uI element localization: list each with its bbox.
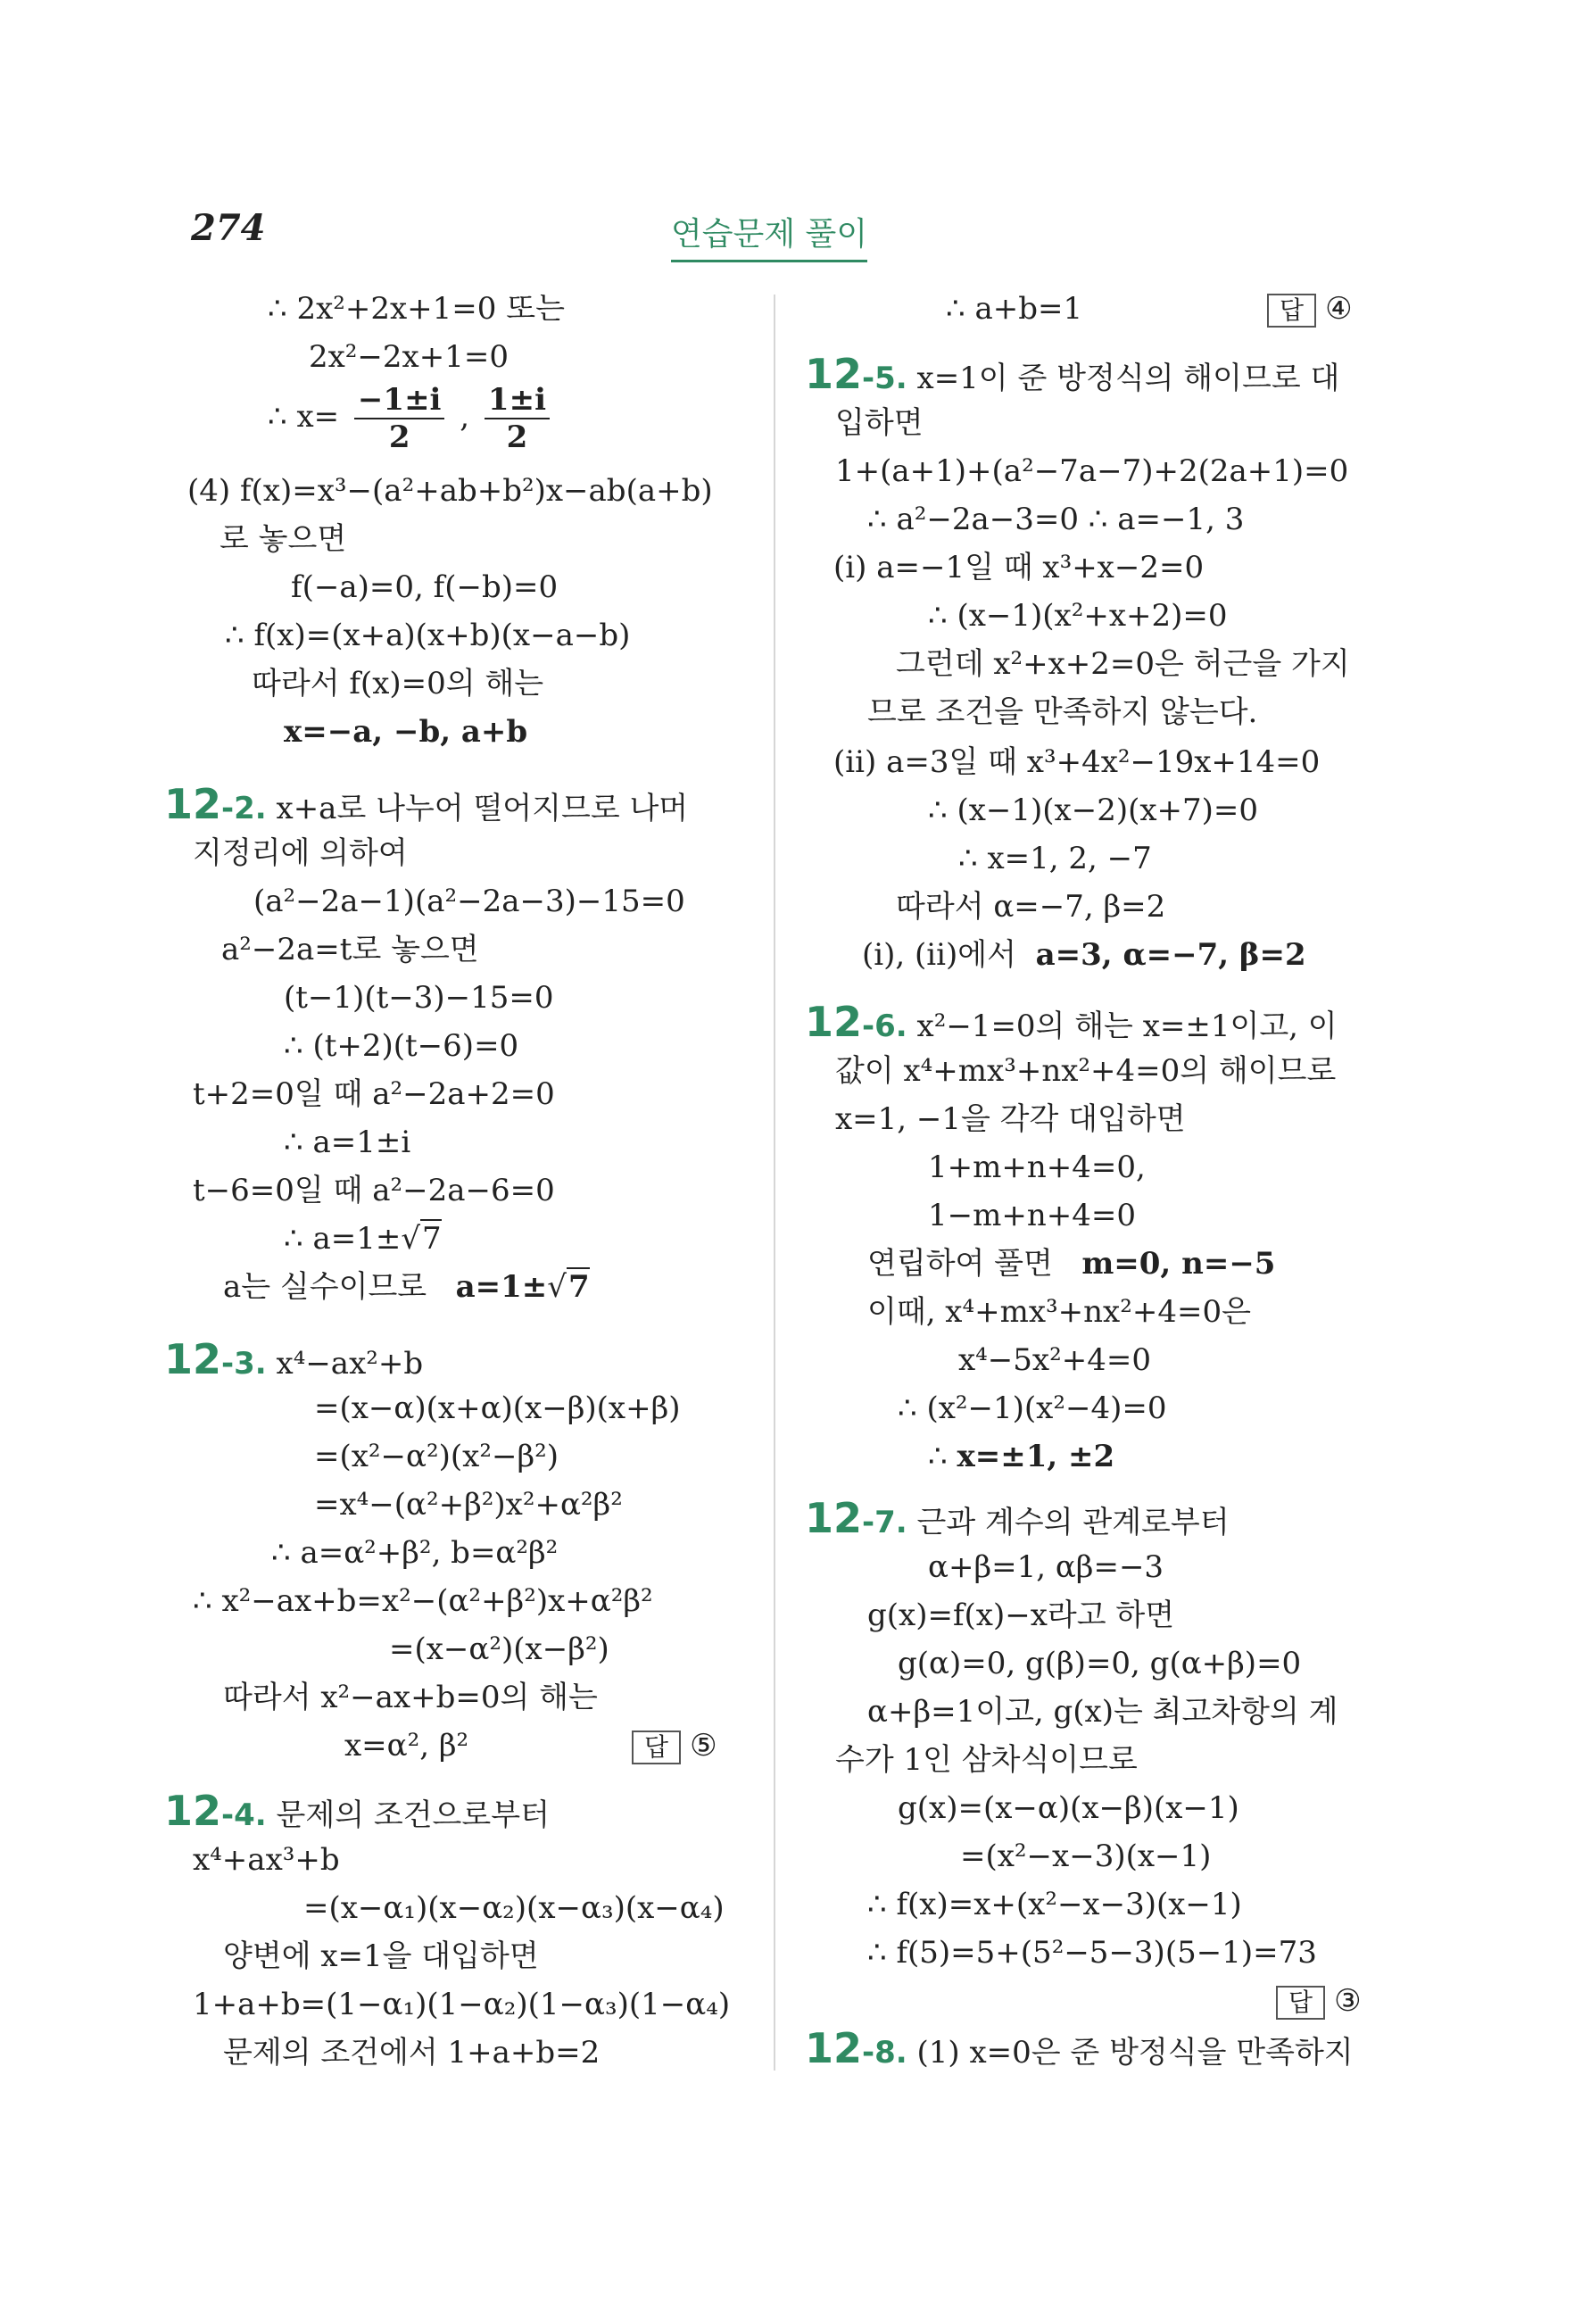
page-title: 연습문제 풀이 — [671, 209, 867, 262]
problem-subnumber: -2. — [221, 791, 267, 826]
problem-text: 문제의 조건으로부터 — [276, 1797, 550, 1833]
eq-result: m=0, n=−5 — [1081, 1246, 1276, 1282]
problem-12-6-heading — [805, 998, 1338, 1047]
numerator: −1±i — [354, 382, 445, 419]
eq-line: g(x)=(x−α)(x−β)(x−1) — [898, 1790, 1239, 1826]
problem-number: 12 — [805, 1494, 863, 1542]
eq-line: 입하면 — [835, 405, 924, 441]
problem-subnumber: -7. — [862, 1505, 907, 1540]
eq-line: 따라서 α=−7, β=2 — [896, 889, 1166, 925]
eq-line: ∴ f(x)=(x+a)(x+b)(x−a−b) — [225, 618, 631, 653]
problem-subnumber: -6. — [862, 1008, 907, 1044]
eq-line — [928, 1439, 1114, 1474]
problem-12-4-heading — [164, 1787, 550, 1836]
eq-line: ∴ a²−2a−3=0 ∴ a=−1, 3 — [867, 502, 1245, 537]
denominator: 2 — [388, 419, 410, 455]
eq-line: =(x−α)(x+α)(x−β)(x+β) — [314, 1390, 681, 1426]
eq-line: 그런데 x²+x+2=0은 허근을 가지 — [896, 646, 1350, 682]
eq-line: ∴ 2x²+2x+1=0 또는 — [268, 291, 565, 327]
eq-line: 문제의 조건에서 1+a+b=2 — [223, 2035, 601, 2071]
eq-line: 따라서 f(x)=0의 해는 — [252, 666, 544, 701]
eq-line: (4) f(x)=x³−(a²+ab+b²)x−ab(a+b) — [187, 473, 713, 509]
eq-line: (i) a=−1일 때 x³+x−2=0 — [833, 550, 1205, 585]
eq-line: a²−2a=t로 놓으면 — [221, 932, 479, 967]
problem-subnumber: -3. — [221, 1346, 267, 1382]
eq-line: 1−m+n+4=0 — [928, 1198, 1136, 1233]
eq-line: ∴ (t+2)(t−6)=0 — [284, 1028, 519, 1064]
answer-box — [632, 1728, 717, 1764]
eq-line: 로 놓으면 — [220, 521, 347, 557]
problem-number: 12 — [164, 1335, 222, 1383]
eq-line: ∴ a=α²+β², b=α²β² — [271, 1535, 559, 1571]
eq-prefix: a는 실수이므로 — [223, 1269, 427, 1305]
problem-12-5-heading — [805, 350, 1340, 399]
eq-line: g(x)=f(x)−x라고 하면 — [867, 1598, 1175, 1633]
eq-line: g(α)=0, g(β)=0, g(α+β)=0 — [898, 1646, 1302, 1681]
eq-line: (a²−2a−1)(a²−2a−3)−15=0 — [253, 884, 685, 919]
eq-result: x=±1, ±2 — [957, 1439, 1115, 1474]
answer-label: 답 — [1267, 294, 1316, 328]
eq-line: 지정리에 의하여 — [193, 835, 408, 871]
eq-line: x⁴−5x²+4=0 — [958, 1342, 1151, 1378]
answer-box — [1276, 1983, 1362, 2020]
eq-prefix: 연립하여 풀면 — [867, 1246, 1053, 1282]
eq-line: f(−a)=0, f(−b)=0 — [291, 569, 559, 605]
fraction — [485, 382, 550, 455]
eq-line: ∴ a=1±√7 — [284, 1221, 442, 1257]
eq-line: =x⁴−(α²+β²)x²+α²β² — [314, 1487, 623, 1523]
eq-line: α+β=1, αβ=−3 — [928, 1549, 1164, 1585]
eq-line: ∴ f(x)=x+(x²−x−3)(x−1) — [867, 1887, 1242, 1922]
problem-text: x+a로 나누어 떨어지므로 나머 — [276, 791, 689, 826]
eq-line: (ii) a=3일 때 x³+4x²−19x+14=0 — [833, 744, 1321, 780]
answer-value: ④ — [1325, 291, 1353, 327]
column-divider — [774, 295, 775, 2071]
separator: , — [460, 399, 470, 435]
eq-line: 따라서 x²−ax+b=0의 해는 — [223, 1680, 598, 1715]
eq-prefix: ∴ a=1± — [284, 1221, 402, 1257]
eq-prefix: (i), (ii)에서 — [862, 937, 1016, 973]
problem-subnumber: -4. — [221, 1797, 267, 1833]
eq-line: t+2=0일 때 a²−2a+2=0 — [193, 1076, 555, 1112]
eq-line: 2x²−2x+1=0 — [309, 339, 509, 375]
eq-line: =(x²−x−3)(x−1) — [960, 1838, 1212, 1874]
eq-prefix: ∴ — [928, 1439, 948, 1474]
eq-line: 이때, x⁴+mx³+nx²+4=0은 — [867, 1294, 1251, 1330]
numerator: 1±i — [485, 382, 550, 419]
eq-line: ∴ f(5)=5+(5²−5−3)(5−1)=73 — [867, 1935, 1317, 1971]
problem-text: x⁴−ax²+b — [276, 1346, 424, 1382]
problem-number: 12 — [805, 998, 863, 1046]
eq-result: a=3, α=−7, β=2 — [1035, 937, 1306, 973]
eq-line — [862, 937, 1306, 973]
problem-subnumber: -5. — [862, 361, 907, 396]
eq-line: 므로 조건을 만족하지 않는다. — [867, 694, 1258, 730]
page-number: 274 — [191, 207, 266, 249]
eq-line: 1+m+n+4=0, — [928, 1150, 1146, 1185]
eq-line: =(x−α₁)(x−α₂)(x−α₃)(x−α₄) — [303, 1890, 725, 1926]
eq-line: t−6=0일 때 a²−2a−6=0 — [193, 1173, 555, 1208]
eq-line: x⁴+ax³+b — [193, 1842, 340, 1878]
eq-result: a=1± — [455, 1269, 548, 1305]
eq-line: ∴ (x²−1)(x²−4)=0 — [898, 1390, 1167, 1426]
problem-text: x²−1=0의 해는 x=±1이고, 이 — [916, 1008, 1338, 1044]
answer-value: ③ — [1334, 1983, 1362, 2019]
eq-line: a는 실수이므로 a=1±√7 — [223, 1269, 590, 1305]
eq-line: =(x²−α²)(x²−β²) — [314, 1439, 559, 1474]
problem-subnumber: -8. — [862, 2035, 907, 2071]
eq-line: ∴ (x−1)(x²+x+2)=0 — [928, 598, 1228, 634]
problem-text: (1) x=0은 준 방정식을 만족하지 — [916, 2035, 1354, 2071]
eq-line: 수가 1인 삼차식이므로 — [835, 1742, 1138, 1778]
fraction — [354, 382, 445, 455]
eq-line: 1+a+b=(1−α₁)(1−α₂)(1−α₃)(1−α₄) — [193, 1987, 731, 2022]
answer-value: ⑤ — [690, 1728, 717, 1764]
eq-line: 값이 x⁴+mx³+nx²+4=0의 해이므로 — [835, 1053, 1337, 1089]
problem-number: 12 — [164, 780, 222, 828]
radicand: 7 — [422, 1221, 442, 1257]
eq-prefix: ∴ x= — [268, 399, 340, 435]
eq-line: ∴ (x−1)(x−2)(x+7)=0 — [928, 793, 1259, 828]
eq-line: x=−a, −b, a+b — [284, 714, 528, 750]
denominator: 2 — [506, 419, 528, 455]
answer-box — [1267, 291, 1353, 328]
eq-line: x=α², β² — [344, 1728, 469, 1764]
problem-text: x=1이 준 방정식의 해이므로 대 — [916, 361, 1340, 396]
eq-fraction-line — [268, 382, 555, 455]
problem-12-2-heading — [164, 780, 689, 829]
problem-12-8-heading — [805, 2024, 1354, 2073]
eq-line: ∴ a=1±i — [284, 1125, 411, 1160]
eq-line: α+β=1이고, g(x)는 최고차항의 계 — [867, 1694, 1338, 1730]
eq-line: ∴ x=1, 2, −7 — [958, 841, 1152, 876]
eq-line: =(x−α²)(x−β²) — [389, 1631, 609, 1667]
problem-number: 12 — [805, 350, 863, 398]
eq-line: ∴ x²−ax+b=x²−(α²+β²)x+α²β² — [193, 1583, 653, 1619]
radicand: 7 — [567, 1269, 590, 1305]
eq-line: 양변에 x=1을 대입하면 — [223, 1938, 539, 1974]
problem-text: 근과 계수의 관계로부터 — [916, 1505, 1230, 1540]
problem-number: 12 — [805, 2024, 863, 2072]
problem-12-7-heading — [805, 1494, 1230, 1543]
eq-line: (t−1)(t−3)−15=0 — [284, 980, 554, 1016]
eq-line: ∴ a+b=1 — [946, 291, 1083, 327]
answer-label: 답 — [632, 1731, 681, 1764]
problem-12-3-heading — [164, 1335, 424, 1384]
problem-number: 12 — [164, 1787, 222, 1835]
eq-line: 1+(a+1)+(a²−7a−7)+2(2a+1)=0 — [835, 453, 1349, 489]
eq-line: x=1, −1을 각각 대입하면 — [835, 1101, 1186, 1137]
answer-label: 답 — [1276, 1986, 1325, 2020]
eq-line — [867, 1246, 1275, 1282]
